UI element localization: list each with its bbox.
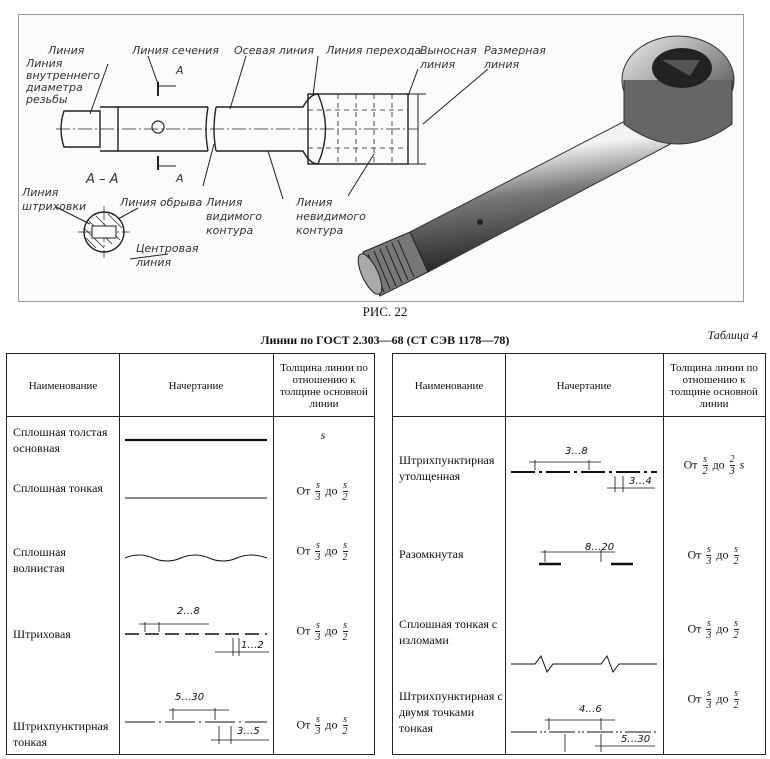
row-name: Штрихпунктирная утолщенная — [399, 453, 495, 483]
row-thickness: От $\frac{s}{2}$ до $\frac{2}{3}$ s — [683, 454, 745, 477]
dim-label: 8…20 — [585, 542, 615, 553]
label-transition-line: Линия перехода — [326, 44, 422, 57]
header-name: Наименование — [28, 380, 98, 392]
figure-caption: РИС. 22 — [362, 304, 408, 319]
header-drawing: Начертание — [556, 380, 612, 392]
dim-label: 2…8 — [177, 606, 200, 617]
header-name: Наименование — [414, 380, 484, 392]
label-line: Линия — [48, 44, 85, 57]
row-thickness: От $\frac{s}{3}$ до $\frac{s}{2}$ — [296, 714, 348, 737]
dim-label: 3…8 — [565, 446, 588, 457]
lines-table-right — [392, 353, 766, 755]
row-name: Штрихпунктирная тонкая — [13, 719, 109, 749]
header-thickness: Толщина линии по отношению к толщине основной линии — [670, 362, 758, 410]
header-drawing: Начертание — [168, 380, 224, 392]
row-name: Сплошная тонкая с изломами — [399, 617, 498, 647]
dim-label: 3…5 — [237, 726, 260, 737]
label-section-a-top: А — [176, 64, 184, 77]
row-thickness: От $\frac{s}{3}$ до $\frac{s}{2}$ — [687, 688, 739, 711]
dim-label: 3…4 — [629, 476, 652, 487]
label-visible-contour: Линия видимого контура — [206, 196, 262, 237]
row-name: Сплошная волнистая — [13, 545, 66, 575]
row-name: Штрихпунктирная с двумя точками тонкая — [399, 689, 503, 735]
dim-label: 5…30 — [175, 692, 205, 703]
label-dimension-line: Размерная линия — [484, 44, 546, 71]
table-number: Таблица 4 — [707, 328, 758, 342]
row-thickness: От $\frac{s}{3}$ до $\frac{s}{2}$ — [687, 618, 739, 641]
row-thickness: От $\frac{s}{3}$ до $\frac{s}{2}$ — [296, 540, 348, 563]
label-axis-line: Осевая линия — [234, 44, 314, 57]
label-extension-line: Выносная линия — [420, 44, 477, 71]
row-name: Штриховая — [13, 627, 71, 641]
row-name: Сплошная толстая основная — [13, 425, 108, 455]
lines-table-left — [6, 353, 375, 755]
label-section-a-bottom: А — [176, 172, 184, 185]
row-thickness: s — [320, 428, 326, 442]
line-samples-left — [119, 416, 273, 754]
row-name: Сплошная тонкая — [13, 481, 103, 495]
header-thickness: Толщина линии по отношению к толщине основной линии — [280, 362, 368, 410]
label-section-line: Линия сечения — [132, 44, 219, 57]
label-break-line: Линия обрыва — [120, 196, 203, 209]
dim-label: 1…2 — [241, 640, 264, 651]
label-hatch-line: Линия штриховки — [22, 186, 87, 213]
dim-label: 4…6 — [579, 704, 602, 715]
label-center-line: Центровая линия — [136, 242, 199, 269]
row-thickness: От $\frac{s}{3}$ до $\frac{s}{2}$ — [296, 480, 348, 503]
row-thickness: От $\frac{s}{3}$ до $\frac{s}{2}$ — [296, 620, 348, 643]
label-section-view: А – А — [86, 172, 119, 187]
label-inner-thread: Линия внутреннего диаметра резьбы — [26, 57, 101, 106]
label-hidden-contour: Линия невидимого контура — [296, 196, 366, 237]
row-name: Разомкнутая — [399, 547, 464, 561]
table-title: Линии по ГОСТ 2.303—68 (СТ СЭВ 1178—78) — [260, 333, 510, 347]
dim-label: 5…30 — [621, 734, 651, 745]
row-thickness: От $\frac{s}{3}$ до $\frac{s}{2}$ — [687, 544, 739, 567]
